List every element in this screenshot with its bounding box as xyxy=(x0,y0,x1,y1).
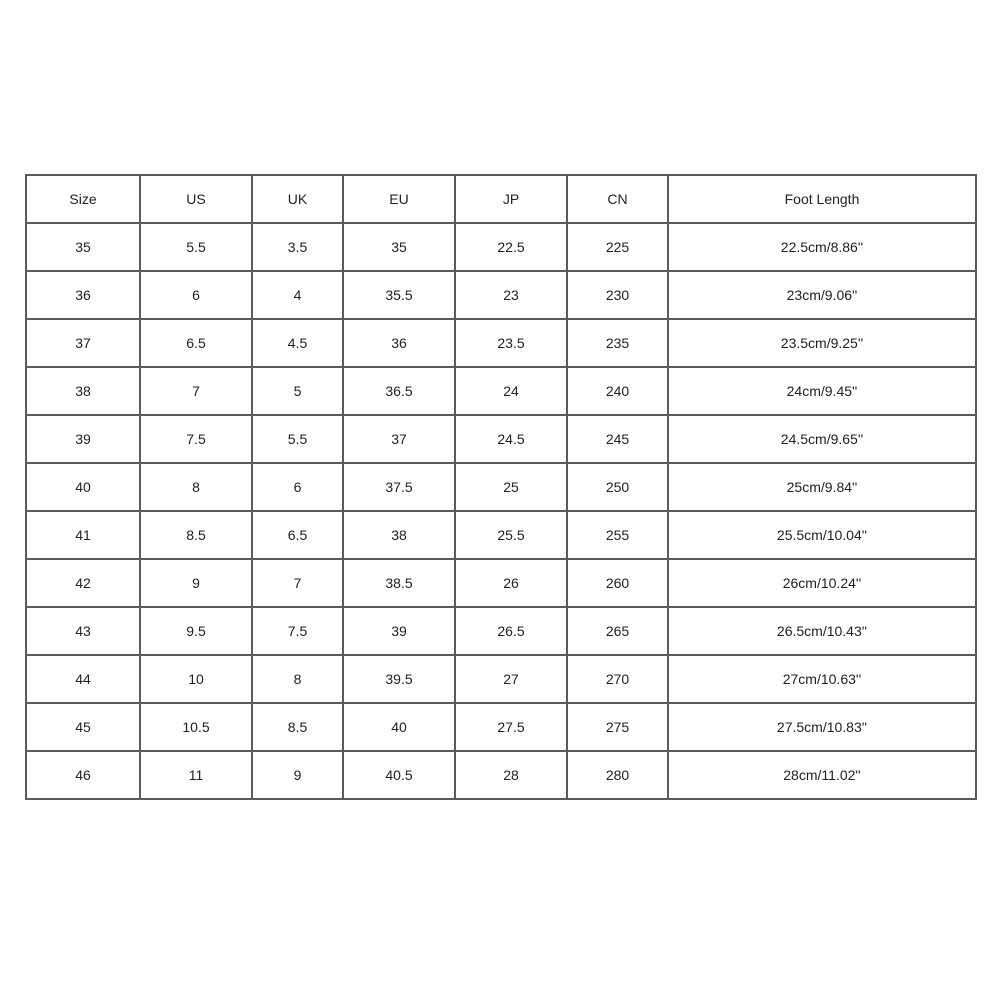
table-cell: 25cm/9.84'' xyxy=(668,463,976,511)
table-cell: 25.5cm/10.04'' xyxy=(668,511,976,559)
table-cell: 26 xyxy=(455,559,567,607)
table-cell: 27cm/10.63'' xyxy=(668,655,976,703)
table-cell: 3.5 xyxy=(252,223,343,271)
table-cell: 39 xyxy=(343,607,455,655)
table-cell: 23cm/9.06'' xyxy=(668,271,976,319)
table-cell: 40.5 xyxy=(343,751,455,799)
table-cell: 28cm/11.02'' xyxy=(668,751,976,799)
table-cell: 9 xyxy=(140,559,252,607)
table-cell: 4 xyxy=(252,271,343,319)
table-cell: 255 xyxy=(567,511,668,559)
table-cell: 260 xyxy=(567,559,668,607)
table-cell: 5.5 xyxy=(252,415,343,463)
table-cell: 7.5 xyxy=(252,607,343,655)
table-row xyxy=(26,415,976,463)
table-cell: 37 xyxy=(343,415,455,463)
table-cell: 23.5 xyxy=(455,319,567,367)
table-row xyxy=(26,703,976,751)
table-cell: 245 xyxy=(567,415,668,463)
table-row xyxy=(26,271,976,319)
table-cell: 40 xyxy=(26,463,140,511)
table-header xyxy=(26,175,976,223)
table-cell: 6 xyxy=(252,463,343,511)
table-cell: 6.5 xyxy=(252,511,343,559)
table-cell: 35 xyxy=(343,223,455,271)
table-cell: 38 xyxy=(26,367,140,415)
table-cell: 41 xyxy=(26,511,140,559)
table-row xyxy=(26,319,976,367)
table-row xyxy=(26,607,976,655)
table-cell: 24.5 xyxy=(455,415,567,463)
table-cell: 38.5 xyxy=(343,559,455,607)
table-cell: 8 xyxy=(252,655,343,703)
table-cell: 9 xyxy=(252,751,343,799)
table-row xyxy=(26,751,976,799)
table-cell: 6.5 xyxy=(140,319,252,367)
table-row xyxy=(26,655,976,703)
table-cell: 8 xyxy=(140,463,252,511)
table-row xyxy=(26,511,976,559)
table-cell: 23.5cm/9.25'' xyxy=(668,319,976,367)
table-cell: 230 xyxy=(567,271,668,319)
table-cell: 23 xyxy=(455,271,567,319)
table-cell: 24cm/9.45'' xyxy=(668,367,976,415)
table-cell: 39.5 xyxy=(343,655,455,703)
table-cell: 36.5 xyxy=(343,367,455,415)
table-cell: 45 xyxy=(26,703,140,751)
table-cell: 24 xyxy=(455,367,567,415)
table-cell: 240 xyxy=(567,367,668,415)
header-row xyxy=(26,175,976,223)
table-cell: 37.5 xyxy=(343,463,455,511)
table-row xyxy=(26,559,976,607)
column-header: Foot Length xyxy=(668,175,976,223)
table-row xyxy=(26,463,976,511)
table-cell: 35 xyxy=(26,223,140,271)
table-cell: 26.5 xyxy=(455,607,567,655)
table-cell: 7.5 xyxy=(140,415,252,463)
table-cell: 10 xyxy=(140,655,252,703)
table-cell: 280 xyxy=(567,751,668,799)
table-cell: 28 xyxy=(455,751,567,799)
table-cell: 27 xyxy=(455,655,567,703)
column-header: UK xyxy=(252,175,343,223)
table-cell: 250 xyxy=(567,463,668,511)
table-cell: 36 xyxy=(26,271,140,319)
table-cell: 27.5 xyxy=(455,703,567,751)
column-header: US xyxy=(140,175,252,223)
table-cell: 36 xyxy=(343,319,455,367)
table-cell: 43 xyxy=(26,607,140,655)
column-header: EU xyxy=(343,175,455,223)
table-cell: 39 xyxy=(26,415,140,463)
table-cell: 44 xyxy=(26,655,140,703)
table-cell: 5 xyxy=(252,367,343,415)
column-header: JP xyxy=(455,175,567,223)
table-cell: 26cm/10.24'' xyxy=(668,559,976,607)
table-row xyxy=(26,223,976,271)
table-cell: 38 xyxy=(343,511,455,559)
table-cell: 8.5 xyxy=(140,511,252,559)
table-cell: 270 xyxy=(567,655,668,703)
table-cell: 8.5 xyxy=(252,703,343,751)
table-cell: 7 xyxy=(140,367,252,415)
table-cell: 40 xyxy=(343,703,455,751)
table-cell: 22.5 xyxy=(455,223,567,271)
table-cell: 4.5 xyxy=(252,319,343,367)
table-cell: 27.5cm/10.83'' xyxy=(668,703,976,751)
table-body xyxy=(26,223,976,799)
table-cell: 25 xyxy=(455,463,567,511)
table-row xyxy=(26,367,976,415)
table-cell: 42 xyxy=(26,559,140,607)
column-header: Size xyxy=(26,175,140,223)
table-cell: 37 xyxy=(26,319,140,367)
table-cell: 26.5cm/10.43'' xyxy=(668,607,976,655)
table-cell: 6 xyxy=(140,271,252,319)
table-cell: 7 xyxy=(252,559,343,607)
table-cell: 22.5cm/8.86'' xyxy=(668,223,976,271)
table-cell: 10.5 xyxy=(140,703,252,751)
table-cell: 225 xyxy=(567,223,668,271)
table-cell: 24.5cm/9.65'' xyxy=(668,415,976,463)
table-cell: 25.5 xyxy=(455,511,567,559)
table-cell: 235 xyxy=(567,319,668,367)
table-cell: 35.5 xyxy=(343,271,455,319)
size-chart-table xyxy=(25,174,977,800)
table-cell: 275 xyxy=(567,703,668,751)
column-header: CN xyxy=(567,175,668,223)
table-cell: 9.5 xyxy=(140,607,252,655)
table-cell: 46 xyxy=(26,751,140,799)
table-cell: 5.5 xyxy=(140,223,252,271)
table-cell: 265 xyxy=(567,607,668,655)
table-cell: 11 xyxy=(140,751,252,799)
